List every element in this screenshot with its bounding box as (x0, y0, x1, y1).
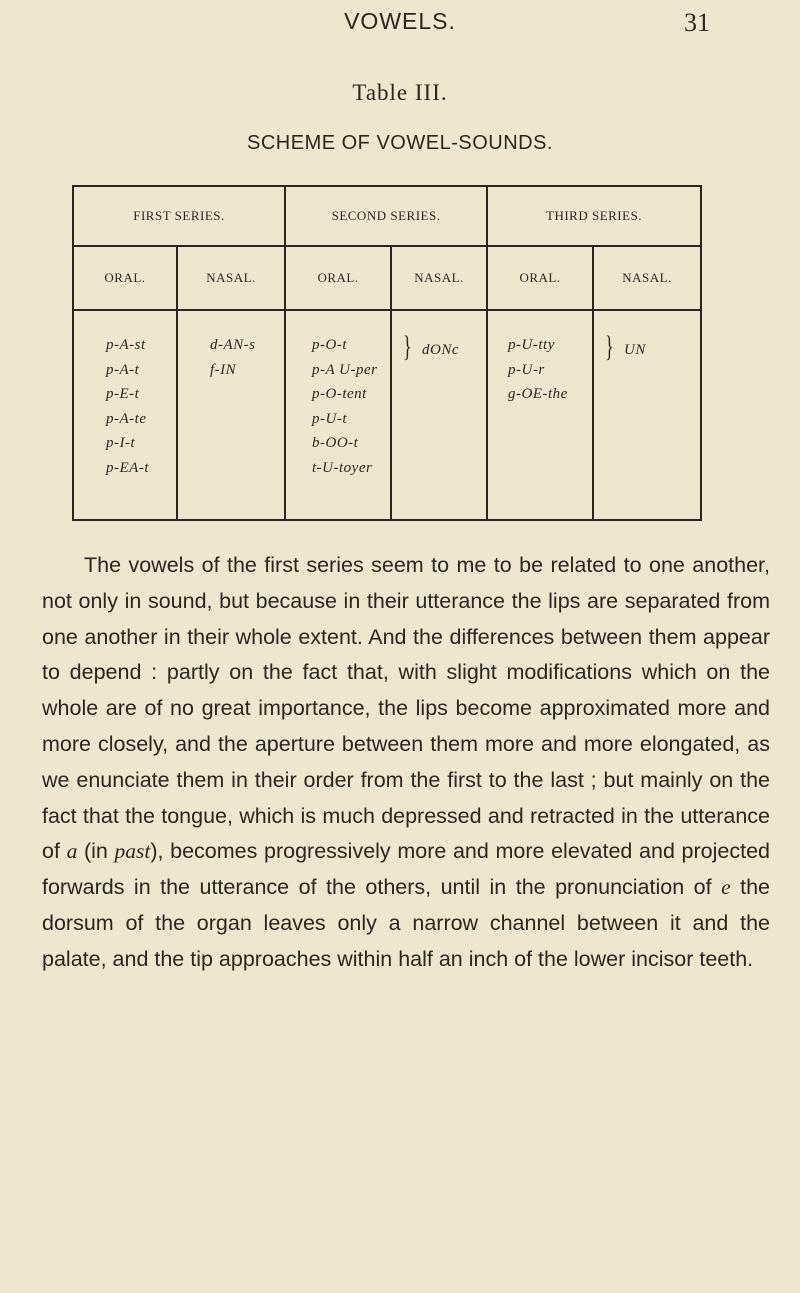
list-item: p-A-st (106, 337, 146, 353)
list-item: f-IN (210, 361, 237, 378)
first-oral-header: ORAL. (73, 246, 177, 310)
list-item: b-OO-t (312, 435, 359, 451)
brace-icon: } (402, 330, 412, 363)
first-oral-cell (73, 310, 177, 520)
list-item: p-A-te (106, 410, 147, 427)
second-oral-cell (285, 310, 391, 520)
running-title: VOWELS. (344, 8, 456, 34)
body-text-part: ), becomes progressively more and more elevated and projected forwards in the utterance of the others, until in the pronunciation of (42, 839, 770, 900)
list-item: p-O-t (312, 337, 348, 353)
list-item: p-I-t (106, 435, 136, 451)
list-item: d-AN-s (210, 337, 256, 353)
brace-icon: } (605, 330, 614, 363)
third-nasal-cell (593, 310, 701, 520)
body-paragraph (42, 548, 770, 978)
vowel-scheme-table (72, 185, 702, 521)
list-item: t-U-toyer (312, 459, 373, 476)
type-header-row (73, 246, 701, 310)
second-nasal-header: NASAL. (391, 246, 487, 310)
first-nasal-cell (177, 310, 285, 520)
third-oral-header: ORAL. (487, 246, 593, 310)
page-number: 31 (684, 8, 710, 37)
nasal-example: dONc (422, 342, 460, 358)
series-header-row (73, 186, 701, 246)
list-item: p-U-t (312, 410, 348, 427)
third-nasal-header: NASAL. (593, 246, 701, 310)
running-header (0, 8, 800, 42)
list-item: p-U-tty (508, 337, 555, 353)
second-series-header: SECOND SERIES. (285, 186, 487, 246)
examples-row (73, 310, 701, 520)
list-item: p-A-t (106, 361, 140, 378)
third-series-header: THIRD SERIES. (487, 186, 701, 246)
body-text-part: (in (77, 839, 115, 864)
list-item: p-U-r (508, 361, 545, 378)
body-text-part: the dorsum of the organ leaves only a narrow channel between it and the palate, and the tip approaches within half an inch of the lower incisor teeth. (42, 875, 770, 971)
first-nasal-header: NASAL. (177, 246, 285, 310)
list-item: p-EA-t (106, 459, 149, 476)
nasal-example: UN (624, 342, 646, 358)
table-title: Table III. (352, 80, 448, 105)
list-item: p-A U-per (312, 361, 378, 378)
list-item: g-OE-the (508, 386, 568, 402)
second-nasal-cell (391, 310, 487, 520)
list-item: p-O-tent (312, 386, 367, 402)
third-oral-cell (487, 310, 593, 520)
second-oral-header: ORAL. (285, 246, 391, 310)
list-item: p-E-t (106, 386, 140, 402)
table-subtitle: SCHEME OF VOWEL-SOUNDS. (247, 132, 553, 154)
first-series-header: FIRST SERIES. (73, 186, 285, 246)
italic-word-past: past (114, 839, 151, 864)
italic-letter-e: e (721, 875, 731, 900)
italic-letter-a: a (66, 839, 78, 864)
body-text-part: The vowels of the first series seem to me to be related to one another, not only in sound, but because in their utterance the lips are separated from one another in their whole extent. And the differences between them appear to depend : partly on the fact that, with slight modifications which on the whole are of no great importance, the lips become approximated more and more closely, and the aperture between them more and more elongated, as we enunciate them in their order from the first to the last ; but mainly on the fact that the tongue, which is much depressed and retracted in the utterance of (42, 553, 770, 864)
